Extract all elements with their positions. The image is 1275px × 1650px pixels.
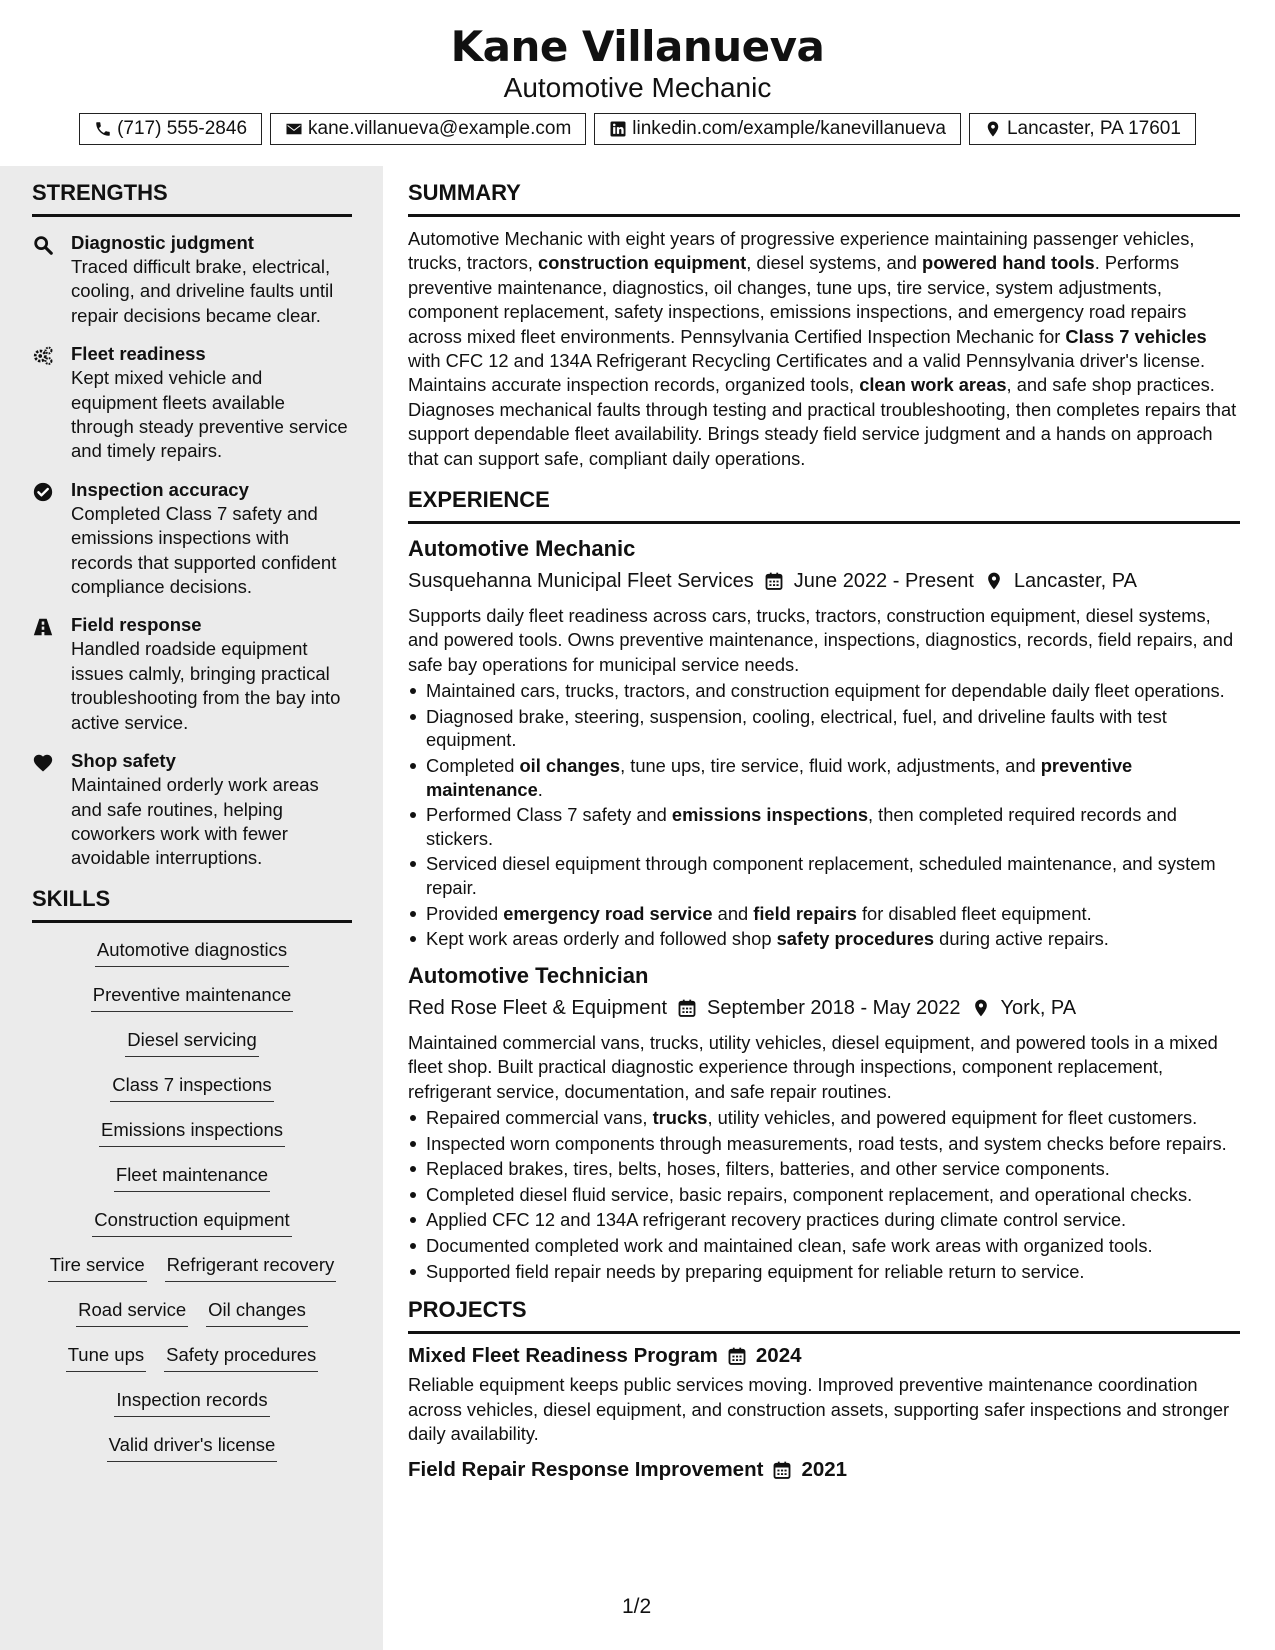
heart-icon <box>32 752 54 774</box>
text-run: Repaired commercial vans, <box>426 1107 653 1129</box>
job-bullets <box>408 1106 1240 1283</box>
strength-title: Field response <box>71 614 202 636</box>
summary-heading: SUMMARY <box>408 180 1240 217</box>
calendar-icon-wrap <box>763 1460 801 1480</box>
map-pin-icon <box>984 571 1004 591</box>
project-year: 2021 <box>801 1458 848 1482</box>
text-run: , tune ups, tire service, fluid work, adjustments, and <box>620 755 1041 777</box>
bullet-item <box>408 1106 1240 1130</box>
job-title-text: Automotive Mechanic <box>408 536 636 562</box>
strengths-heading: STRENGTHS <box>32 180 352 217</box>
map-pin-icon <box>971 998 991 1018</box>
bold-text: oil changes <box>519 755 621 777</box>
job-location: Lancaster, PA <box>1013 570 1137 593</box>
strength-item <box>32 613 352 735</box>
contact-email-text: kane.villanueva@example.com <box>308 118 572 139</box>
skill-tag: Valid driver's license <box>107 1432 278 1462</box>
bold-text: construction equipment <box>538 252 747 274</box>
sidebar <box>0 166 383 1650</box>
text-run: Completed diesel fluid service, basic repairs, component replacement, and operational checks. <box>426 1183 1193 1205</box>
job-meta <box>408 566 1240 596</box>
strength-text <box>71 613 352 735</box>
skill-row <box>95 937 289 982</box>
text-run: Documented completed work and maintained clean, safe work areas with organized tools. <box>426 1235 1153 1256</box>
strength-title: Shop safety <box>71 750 176 772</box>
search-icon <box>32 234 54 256</box>
experience-section <box>408 487 1240 1283</box>
job-company: Red Rose Fleet & Equipment <box>408 996 668 1019</box>
bullet-item <box>408 1208 1240 1232</box>
skill-row <box>76 1297 308 1342</box>
job-dates: September 2018 - May 2022 <box>707 996 961 1019</box>
bold-text: trucks <box>652 1107 708 1129</box>
bullet-item <box>408 679 1240 703</box>
skill-row <box>92 1207 291 1252</box>
skill-tag: Diesel servicing <box>125 1027 259 1057</box>
contact-location-text: Lancaster, PA 17601 <box>1006 118 1181 139</box>
strength-item <box>32 749 352 871</box>
contact-location <box>969 113 1196 145</box>
text-run: for disabled fleet equipment. <box>856 902 1092 924</box>
skills-section <box>32 886 352 1477</box>
linkedin-icon <box>609 120 627 138</box>
skill-tag: Refrigerant recovery <box>165 1252 337 1282</box>
text-run: Performed Class 7 safety and <box>426 804 672 826</box>
job-description: Maintained commercial vans, trucks, utility vehicles, diesel equipment, and powered tools in a mixed fleet shop. Built practical diagnostic experience through inspections, component replacement, refrigerant service, documentation, and safe repair routines. <box>408 1031 1218 1102</box>
strength-icon-wrap <box>32 478 71 600</box>
project-header <box>408 1456 1240 1484</box>
jobs-list <box>408 534 1240 1283</box>
job-dates: June 2022 - Present <box>793 570 974 593</box>
strength-text <box>71 342 352 464</box>
bold-text: emergency road service <box>503 902 713 924</box>
skill-tag: Emissions inspections <box>99 1117 285 1147</box>
text-run: Completed <box>426 755 520 777</box>
skill-row <box>107 1432 278 1477</box>
project-title: Field Repair Response Improvement <box>408 1458 764 1482</box>
text-run: Supported field repair needs by preparing equipment for reliable return to service. <box>426 1260 1085 1282</box>
strength-desc: Kept mixed vehicle and equipment fleets available through steady preventive service and timely repairs. <box>71 367 348 462</box>
bullet-item <box>408 927 1240 951</box>
bold-text: powered hand tools <box>922 252 1095 274</box>
summary-section <box>408 180 1240 471</box>
strength-icon-wrap <box>32 231 71 328</box>
strength-icon-wrap <box>32 613 71 735</box>
text-run: Kept work areas orderly and followed shop <box>426 928 777 950</box>
strength-item <box>32 231 352 328</box>
strength-title: Fleet readiness <box>71 343 206 365</box>
calendar-icon <box>677 998 697 1018</box>
page-number: 1/2 <box>622 1595 652 1618</box>
text-run: Replaced brakes, tires, belts, hoses, filters, batteries, and other service components. <box>426 1158 1110 1180</box>
bullet-item <box>408 852 1240 899</box>
bold-text: emissions inspections <box>671 804 868 826</box>
text-run: and <box>712 902 754 924</box>
contact-linkedin-text: linkedin.com/example/kanevillanueva <box>632 118 946 139</box>
strength-text <box>71 478 352 600</box>
candidate-name: Kane Villanueva <box>450 22 825 71</box>
job-company: Susquehanna Municipal Fleet Services <box>408 570 754 593</box>
bold-text: clean work areas <box>859 374 1007 396</box>
calendar-icon-wrap <box>718 1346 756 1366</box>
project-title: Mixed Fleet Readiness Program <box>408 1344 718 1368</box>
bullet-item <box>408 754 1240 801</box>
skill-row <box>125 1027 259 1072</box>
strength-icon-wrap <box>32 749 71 871</box>
text-run: Maintained cars, trucks, tractors, and construction equipment for dependable daily fleet operations. <box>426 680 1225 702</box>
calendar-icon-wrap <box>667 998 707 1018</box>
contact-email[interactable] <box>270 113 586 145</box>
skill-tag: Construction equipment <box>92 1207 291 1237</box>
text-run: Diagnosed brake, steering, suspension, cooling, electrical, fuel, and driveline faults with test equipment. <box>426 705 1167 751</box>
strength-icon-wrap <box>32 342 71 464</box>
strength-desc: Traced difficult brake, electrical, cooling, and driveline faults until repair decisions became clear. <box>71 256 334 326</box>
job-title-text: Automotive Technician <box>408 962 649 988</box>
skill-tag: Tune ups <box>66 1342 146 1372</box>
contact-phone[interactable] <box>79 113 262 145</box>
text-run: Serviced diesel equipment through component replacement, scheduled maintenance, and system repair. <box>426 853 1216 899</box>
map-pin-icon-wrap <box>974 571 1014 591</box>
text-run: , diesel systems, and <box>746 252 923 274</box>
bold-text: Class 7 vehicles <box>1065 325 1207 347</box>
main-content <box>408 166 1240 1484</box>
text-run: Applied CFC 12 and 134A refrigerant recovery practices during climate control service. <box>426 1209 1127 1231</box>
skill-tag: Inspection records <box>114 1387 269 1417</box>
strengths-list <box>32 231 352 871</box>
skills-list <box>32 937 352 1477</box>
skill-row <box>66 1342 319 1387</box>
skill-row <box>91 982 293 1027</box>
bold-text: safety procedures <box>776 928 935 950</box>
job-title <box>408 534 1240 565</box>
envelope-icon <box>285 120 303 138</box>
skill-tag: Preventive maintenance <box>91 982 293 1012</box>
project-header <box>408 1342 1240 1370</box>
strength-item <box>32 342 352 464</box>
bold-text: field repairs <box>753 902 857 924</box>
experience-heading: EXPERIENCE <box>408 487 1240 524</box>
job-meta <box>408 993 1240 1023</box>
job-bullets <box>408 679 1240 951</box>
map-pin-icon <box>984 120 1002 138</box>
strengths-section <box>32 180 352 871</box>
bullet-item <box>408 1132 1240 1156</box>
skill-row <box>110 1072 273 1117</box>
bullet-item <box>408 705 1240 752</box>
candidate-title: Automotive Mechanic <box>503 72 772 103</box>
bullet-item <box>408 803 1240 850</box>
job-title <box>408 961 1240 992</box>
text-run: . <box>537 778 543 800</box>
job-location: York, PA <box>1000 996 1077 1019</box>
contact-bar <box>0 113 1275 145</box>
skill-tag: Tire service <box>48 1252 147 1282</box>
skill-tag: Safety procedures <box>164 1342 318 1372</box>
bullet-item <box>408 1183 1240 1207</box>
strength-item <box>32 478 352 600</box>
job-entry <box>408 534 1240 951</box>
project-description: Reliable equipment keeps public services moving. Improved preventive maintenance coordination across vehicles, diesel equipment, and construction assets, supporting safer inspections and stronger daily availability. <box>408 1374 1230 1444</box>
projects-list <box>408 1342 1240 1484</box>
strength-title: Inspection accuracy <box>71 478 249 500</box>
phone-icon <box>94 120 112 138</box>
skill-row <box>48 1252 337 1297</box>
summary-text <box>408 227 1240 471</box>
projects-section <box>408 1297 1240 1484</box>
text-run: , then completed required records and stickers. <box>426 804 1177 849</box>
map-pin-icon-wrap <box>961 998 1001 1018</box>
text-run: , and safe shop practices. Diagnoses mechanical faults through testing and practical troubleshooting, then completes repairs that support dependable fleet availability. Brings steady field service judgment and a hands on approach that can support safe, compliant daily operations. <box>408 374 1237 469</box>
text-run: Provided <box>426 902 504 924</box>
strength-text <box>71 749 352 871</box>
projects-heading: PROJECTS <box>408 1297 1240 1334</box>
resume-header <box>0 0 1275 166</box>
skill-tag: Road service <box>76 1297 188 1327</box>
calendar-icon <box>727 1346 747 1366</box>
job-description: Supports daily fleet readiness across cars, trucks, tractors, construction equipment, diesel systems, and powered tools. Owns preventive maintenance, inspections, diagnostics, records, field repairs, and safe bay operations for municipal service needs. <box>408 605 1234 675</box>
skill-tag: Oil changes <box>206 1297 308 1327</box>
calendar-icon <box>764 571 784 591</box>
text-run: . Performs preventive maintenance, diagnostics, oil changes, tune ups, tire service, system adjustments, component replacement, safety inspections, emissions inspections, and emergency road repairs across mixed fleet environments. Pennsylvania Certified Inspection Mechanic for <box>408 252 1187 347</box>
text-run: during active repairs. <box>934 928 1109 950</box>
bullet-item <box>408 902 1240 926</box>
text-run: Inspected worn components through measurements, road tests, and system checks before repairs. <box>426 1132 1227 1154</box>
skill-row <box>114 1162 270 1207</box>
skill-tag: Class 7 inspections <box>110 1072 273 1102</box>
gears-icon <box>32 345 54 367</box>
skills-heading: SKILLS <box>32 886 352 923</box>
skill-row <box>99 1117 285 1162</box>
project-year: 2024 <box>755 1344 802 1368</box>
bullet-item <box>408 1234 1240 1258</box>
skill-row <box>114 1387 269 1432</box>
job-entry <box>408 961 1240 1283</box>
text-run: , utility vehicles, and powered equipment for fleet customers. <box>707 1107 1198 1129</box>
bullet-item <box>408 1157 1240 1181</box>
calendar-icon-wrap <box>754 571 794 591</box>
check-circle-icon <box>32 481 54 503</box>
strength-desc: Maintained orderly work areas and safe routines, helping coworkers work with fewer avoidable interruptions. <box>71 774 319 869</box>
strength-title: Diagnostic judgment <box>71 232 254 253</box>
bullet-item <box>408 1260 1240 1284</box>
contact-linkedin[interactable] <box>594 113 961 145</box>
road-icon <box>32 616 54 638</box>
calendar-icon <box>772 1460 792 1480</box>
contact-phone-text: (717) 555-2846 <box>117 118 248 139</box>
text-run: with CFC 12 and 134A Refrigerant Recycling Certificates and a valid Pennsylvania driver's license. Maintains accurate inspection records, organized tools, <box>408 350 1206 396</box>
strength-text <box>71 231 352 328</box>
strength-desc: Handled roadside equipment issues calmly, bringing practical troubleshooting from the bay into active service. <box>71 638 341 733</box>
text-run: Automotive Mechanic with eight years of progressive experience maintaining passenger vehicles, trucks, tractors, <box>408 228 1195 274</box>
skill-tag: Fleet maintenance <box>114 1162 270 1192</box>
bold-text: preventive maintenance <box>426 755 1133 800</box>
strength-desc: Completed Class 7 safety and emissions inspections with records that supported confident compliance decisions. <box>71 502 337 598</box>
skill-tag: Automotive diagnostics <box>95 937 289 967</box>
